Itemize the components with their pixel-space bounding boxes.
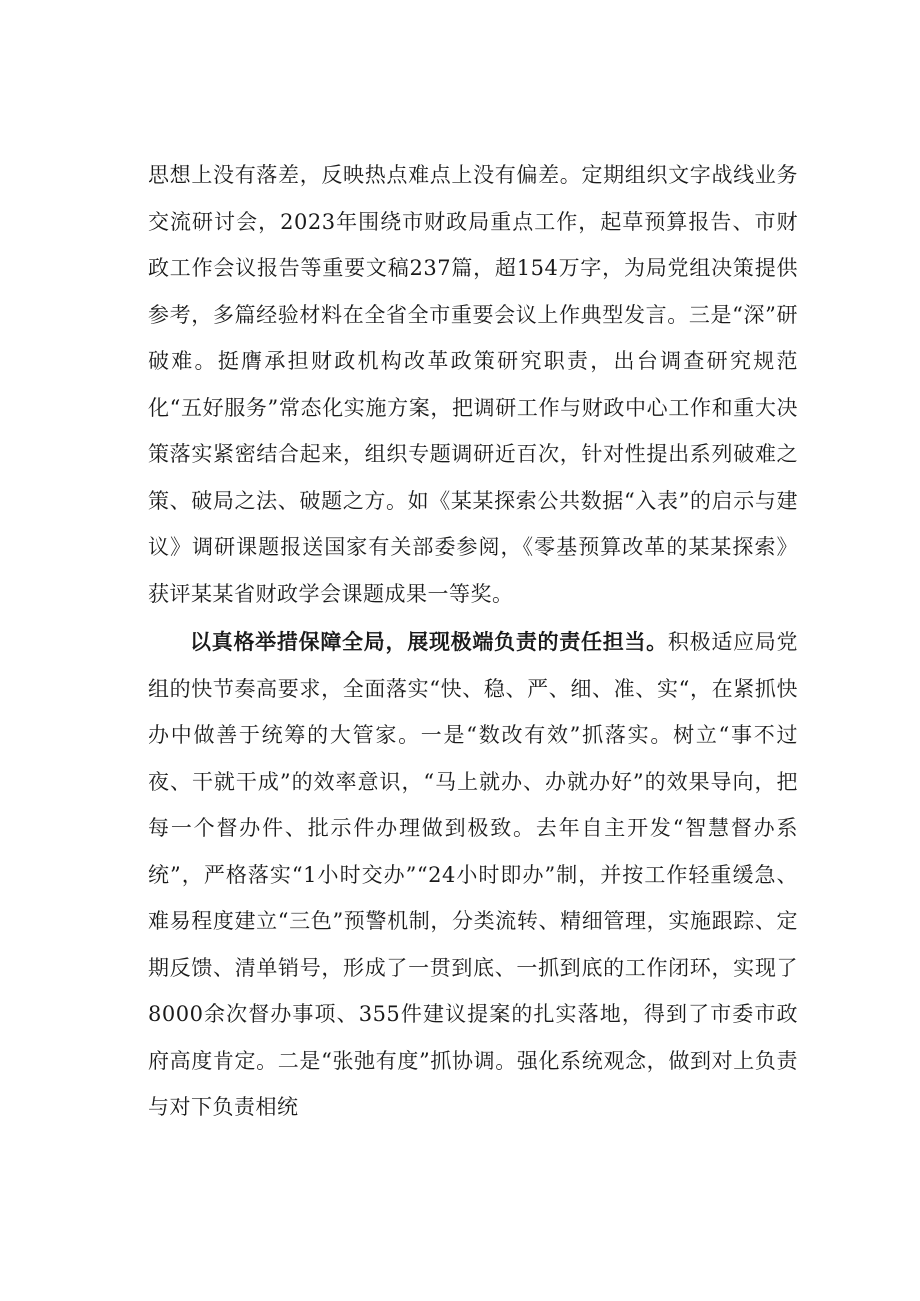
document-body <box>148 152 798 1131</box>
paragraph-continued <box>148 152 798 617</box>
paragraph-text: 思想上没有落差，反映热点难点上没有偏差。定期组织文字战线业务交流研讨会，2023年围绕市财政局重点工作，起草预算报告、市财政工作会议报告等重要文稿237篇，超154万字，为局党组决策提供参考，多篇经验材料在全省全市重要会议上作典型发言。三是“深”研破难。挺膺承担财政机构改革政策研究职责，出台调查研究规范化“五好服务”常态化实施方案，把调研工作与财政中心工作和重大决策落实紧密结合起来，组织专题调研近百次，针对性提出系列破难之策、破局之法、破题之方。如《某某探索公共数据“入表”的启示与建议》调研课题报送国家有关部委参阅，《零基预算改革的某某探索》获评某某省财政学会课题成果一等奖。 <box>148 163 798 606</box>
paragraph-text: 积极适应局党组的快节奏高要求，全面落实“快、稳、严、细、准、实“，在紧抓快办中做善于统筹的大管家。一是“数改有效”抓落实。树立“事不过夜、干就干成”的效率意识，“马上就办、办就办好”的效果导向，把每一个督办件、批示件办理做到极致。去年自主开发“智慧督办系统”，严格落实“1小时交办”“24小时即办”制，并按工作轻重缓急、难易程度建立“三色”预警机制，分类流转、精细管理，实施跟踪、定期反馈、清单销号，形成了一贯到底、一抓到底的工作闭环，实现了8000余次督办事项、355件建议提案的扎实落地，得到了市委市政府高度肯定。二是“张弛有度”抓协调。强化系统观念，做到对上负责与对下负责相统 <box>148 630 799 1119</box>
paragraph-lead-heading: 以真格举措保障全局，展现极端负责的责任担当。 <box>190 629 668 654</box>
paragraph-section <box>148 619 798 1131</box>
